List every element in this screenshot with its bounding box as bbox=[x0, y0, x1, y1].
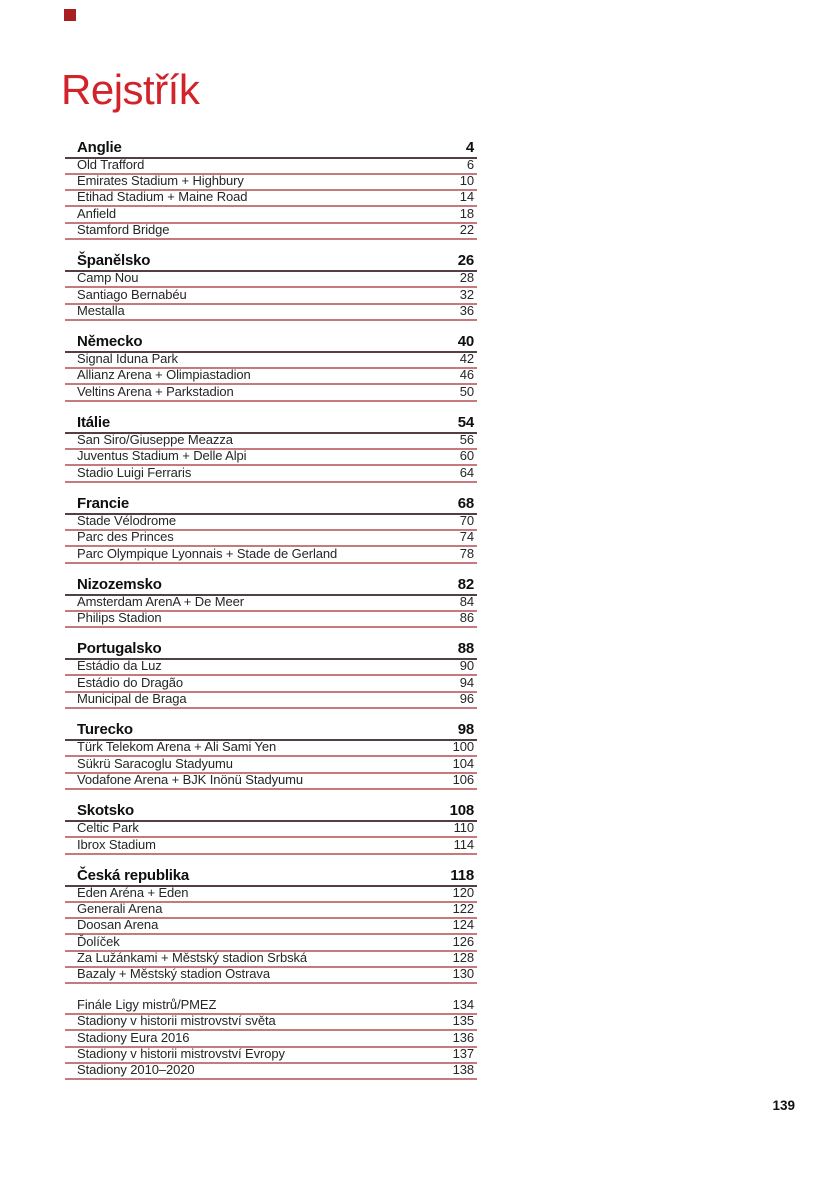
entry-page-number: 36 bbox=[459, 302, 474, 318]
index-entry-row bbox=[65, 838, 477, 854]
index-entry-row bbox=[65, 191, 477, 207]
index-section bbox=[65, 413, 477, 482]
entry-page-number: 60 bbox=[459, 448, 474, 464]
entry-label: Stade Vélodrome bbox=[77, 512, 176, 528]
entry-label: Municipal de Braga bbox=[77, 691, 187, 707]
section-title: Itálie bbox=[77, 413, 110, 431]
entry-page-number: 134 bbox=[452, 997, 474, 1013]
entry-page-number: 94 bbox=[459, 674, 474, 690]
section-page-number: 118 bbox=[450, 866, 474, 884]
index-entry-row bbox=[65, 302, 477, 321]
entry-page-number: 136 bbox=[452, 1029, 474, 1045]
index-entry-row bbox=[65, 466, 477, 482]
entry-label: Finále Ligy mistrů/PMEZ bbox=[77, 997, 217, 1013]
entry-label: Stadiony v historii mistrovství Evropy bbox=[77, 1045, 285, 1061]
entry-page-number: 110 bbox=[453, 820, 474, 836]
entry-label: Celtic Park bbox=[77, 820, 139, 836]
entry-page-number: 50 bbox=[459, 383, 474, 399]
index-section bbox=[65, 251, 477, 320]
index-section bbox=[65, 575, 477, 628]
entry-label: Parc des Princes bbox=[77, 529, 174, 545]
entry-page-number: 126 bbox=[452, 933, 474, 949]
index-section bbox=[65, 138, 477, 240]
section-page-number: 108 bbox=[449, 801, 474, 819]
entry-page-number: 18 bbox=[459, 205, 474, 221]
entry-page-number: 120 bbox=[452, 884, 474, 900]
entry-page-number: 14 bbox=[459, 189, 474, 205]
entry-page-number: 135 bbox=[452, 1013, 474, 1029]
entry-page-number: 114 bbox=[453, 836, 474, 852]
entry-label: Etihad Stadium + Maine Road bbox=[77, 189, 248, 205]
index-entry-row bbox=[65, 919, 477, 935]
entry-label: Vodafone Arena + BJK Inönü Stadyumu bbox=[77, 771, 303, 787]
entry-label: Stadiony v historii mistrovství světa bbox=[77, 1013, 276, 1029]
entry-label: Eden Aréna + Eden bbox=[77, 884, 189, 900]
entry-label: Amsterdam ArenA + De Meer bbox=[77, 593, 244, 609]
index-list bbox=[65, 138, 477, 1080]
entry-label: Emirates Stadium + Highbury bbox=[77, 173, 244, 189]
entry-label: Parc Olympique Lyonnais + Stade de Gerland bbox=[77, 545, 338, 561]
entry-page-number: 137 bbox=[452, 1045, 474, 1061]
folio-page-number: 139 bbox=[772, 1098, 795, 1113]
entry-page-number: 28 bbox=[459, 270, 474, 286]
index-section bbox=[65, 999, 477, 1080]
index-entry-row bbox=[65, 968, 477, 984]
entry-label: Old Trafford bbox=[77, 156, 145, 172]
section-title: Česká republika bbox=[77, 866, 190, 884]
entry-page-number: 106 bbox=[452, 771, 474, 787]
section-title: Turecko bbox=[77, 721, 133, 739]
entry-label: Stadiony Eura 2016 bbox=[77, 1029, 190, 1045]
entry-label: Estádio da Luz bbox=[77, 658, 162, 674]
entry-page-number: 122 bbox=[452, 901, 474, 917]
entry-page-number: 100 bbox=[452, 739, 474, 755]
entry-page-number: 104 bbox=[452, 755, 474, 771]
section-title: Německo bbox=[77, 332, 143, 350]
index-entry-row bbox=[65, 693, 477, 709]
entry-label: Doosan Arena bbox=[77, 917, 159, 933]
entry-page-number: 32 bbox=[459, 286, 474, 302]
entry-label: Juventus Stadium + Delle Alpi bbox=[77, 448, 247, 464]
entry-page-number: 22 bbox=[459, 221, 474, 237]
entry-label: Philips Stadion bbox=[77, 610, 162, 626]
entry-page-number: 78 bbox=[459, 545, 474, 561]
entry-label: Bazaly + Městský stadion Ostrava bbox=[77, 966, 270, 982]
index-entry-row bbox=[65, 385, 477, 401]
entry-page-number: 138 bbox=[452, 1062, 474, 1078]
page-title: Rejstřík bbox=[61, 66, 200, 113]
section-page-number: 40 bbox=[457, 332, 474, 350]
entry-page-number: 130 bbox=[452, 966, 474, 982]
index-entry-row bbox=[65, 288, 477, 304]
index-entry-row bbox=[65, 771, 477, 790]
section-page-number: 82 bbox=[457, 575, 474, 593]
entry-label: Santiago Bernabéu bbox=[77, 286, 187, 302]
entry-page-number: 64 bbox=[459, 464, 474, 480]
entry-label: San Siro/Giuseppe Meazza bbox=[77, 432, 233, 448]
entry-page-number: 128 bbox=[452, 950, 474, 965]
section-title: Skotsko bbox=[77, 801, 134, 819]
entry-page-number: 46 bbox=[459, 367, 474, 383]
index-entry-row bbox=[65, 1064, 477, 1080]
index-section bbox=[65, 640, 477, 709]
index-entry-row bbox=[65, 221, 477, 240]
entry-page-number: 56 bbox=[459, 432, 474, 448]
section-page-number: 68 bbox=[457, 494, 474, 512]
entry-page-number: 96 bbox=[459, 691, 474, 707]
section-title: Anglie bbox=[77, 138, 122, 156]
section-page-number: 26 bbox=[457, 251, 474, 269]
index-section bbox=[65, 494, 477, 563]
entry-page-number: 124 bbox=[452, 917, 474, 933]
entry-page-number: 74 bbox=[459, 529, 474, 545]
section-page-number: 88 bbox=[457, 640, 474, 658]
entry-label: Stamford Bridge bbox=[77, 221, 170, 237]
index-section bbox=[65, 721, 477, 790]
section-page-number: 4 bbox=[465, 138, 474, 156]
index-section bbox=[65, 332, 477, 401]
entry-page-number: 42 bbox=[459, 351, 474, 367]
entry-page-number: 6 bbox=[466, 156, 474, 172]
entry-label: Stadiony 2010–2020 bbox=[77, 1062, 195, 1078]
entry-label: Allianz Arena + Olimpiastadion bbox=[77, 367, 251, 383]
entry-label: Stadio Luigi Ferraris bbox=[77, 464, 192, 480]
entry-page-number: 90 bbox=[459, 658, 474, 674]
entry-label: Ibrox Stadium bbox=[77, 836, 156, 852]
entry-label: Camp Nou bbox=[77, 270, 139, 286]
entry-label: Estádio do Dragão bbox=[77, 674, 183, 690]
index-section bbox=[65, 801, 477, 854]
entry-label: Sükrü Saracoglu Stadyumu bbox=[77, 755, 233, 771]
entry-page-number: 70 bbox=[459, 512, 474, 528]
entry-label: Veltins Arena + Parkstadion bbox=[77, 383, 234, 399]
section-page-number: 98 bbox=[457, 721, 474, 739]
section-title: Francie bbox=[77, 494, 129, 512]
index-entry-row bbox=[65, 612, 477, 628]
entry-label: Mestalla bbox=[77, 302, 125, 318]
entry-label: Signal Iduna Park bbox=[77, 351, 178, 367]
entry-label: Za Lužánkami + Městský stadion Srbská bbox=[77, 950, 308, 965]
entry-page-number: 84 bbox=[459, 593, 474, 609]
entry-label: Ďolíček bbox=[77, 933, 120, 949]
entry-page-number: 10 bbox=[459, 173, 474, 189]
entry-label: Türk Telekom Arena + Ali Sami Yen bbox=[77, 739, 277, 755]
red-square-mark bbox=[64, 9, 76, 21]
entry-label: Generali Arena bbox=[77, 901, 163, 917]
section-title: Portugalsko bbox=[77, 640, 162, 658]
section-title: Nizozemsko bbox=[77, 575, 162, 593]
section-title: Španělsko bbox=[77, 251, 151, 269]
section-page-number: 54 bbox=[457, 413, 474, 431]
index-entry-row bbox=[65, 547, 477, 563]
index-section bbox=[65, 866, 477, 984]
entry-label: Anfield bbox=[77, 205, 117, 221]
entry-page-number: 86 bbox=[459, 610, 474, 626]
